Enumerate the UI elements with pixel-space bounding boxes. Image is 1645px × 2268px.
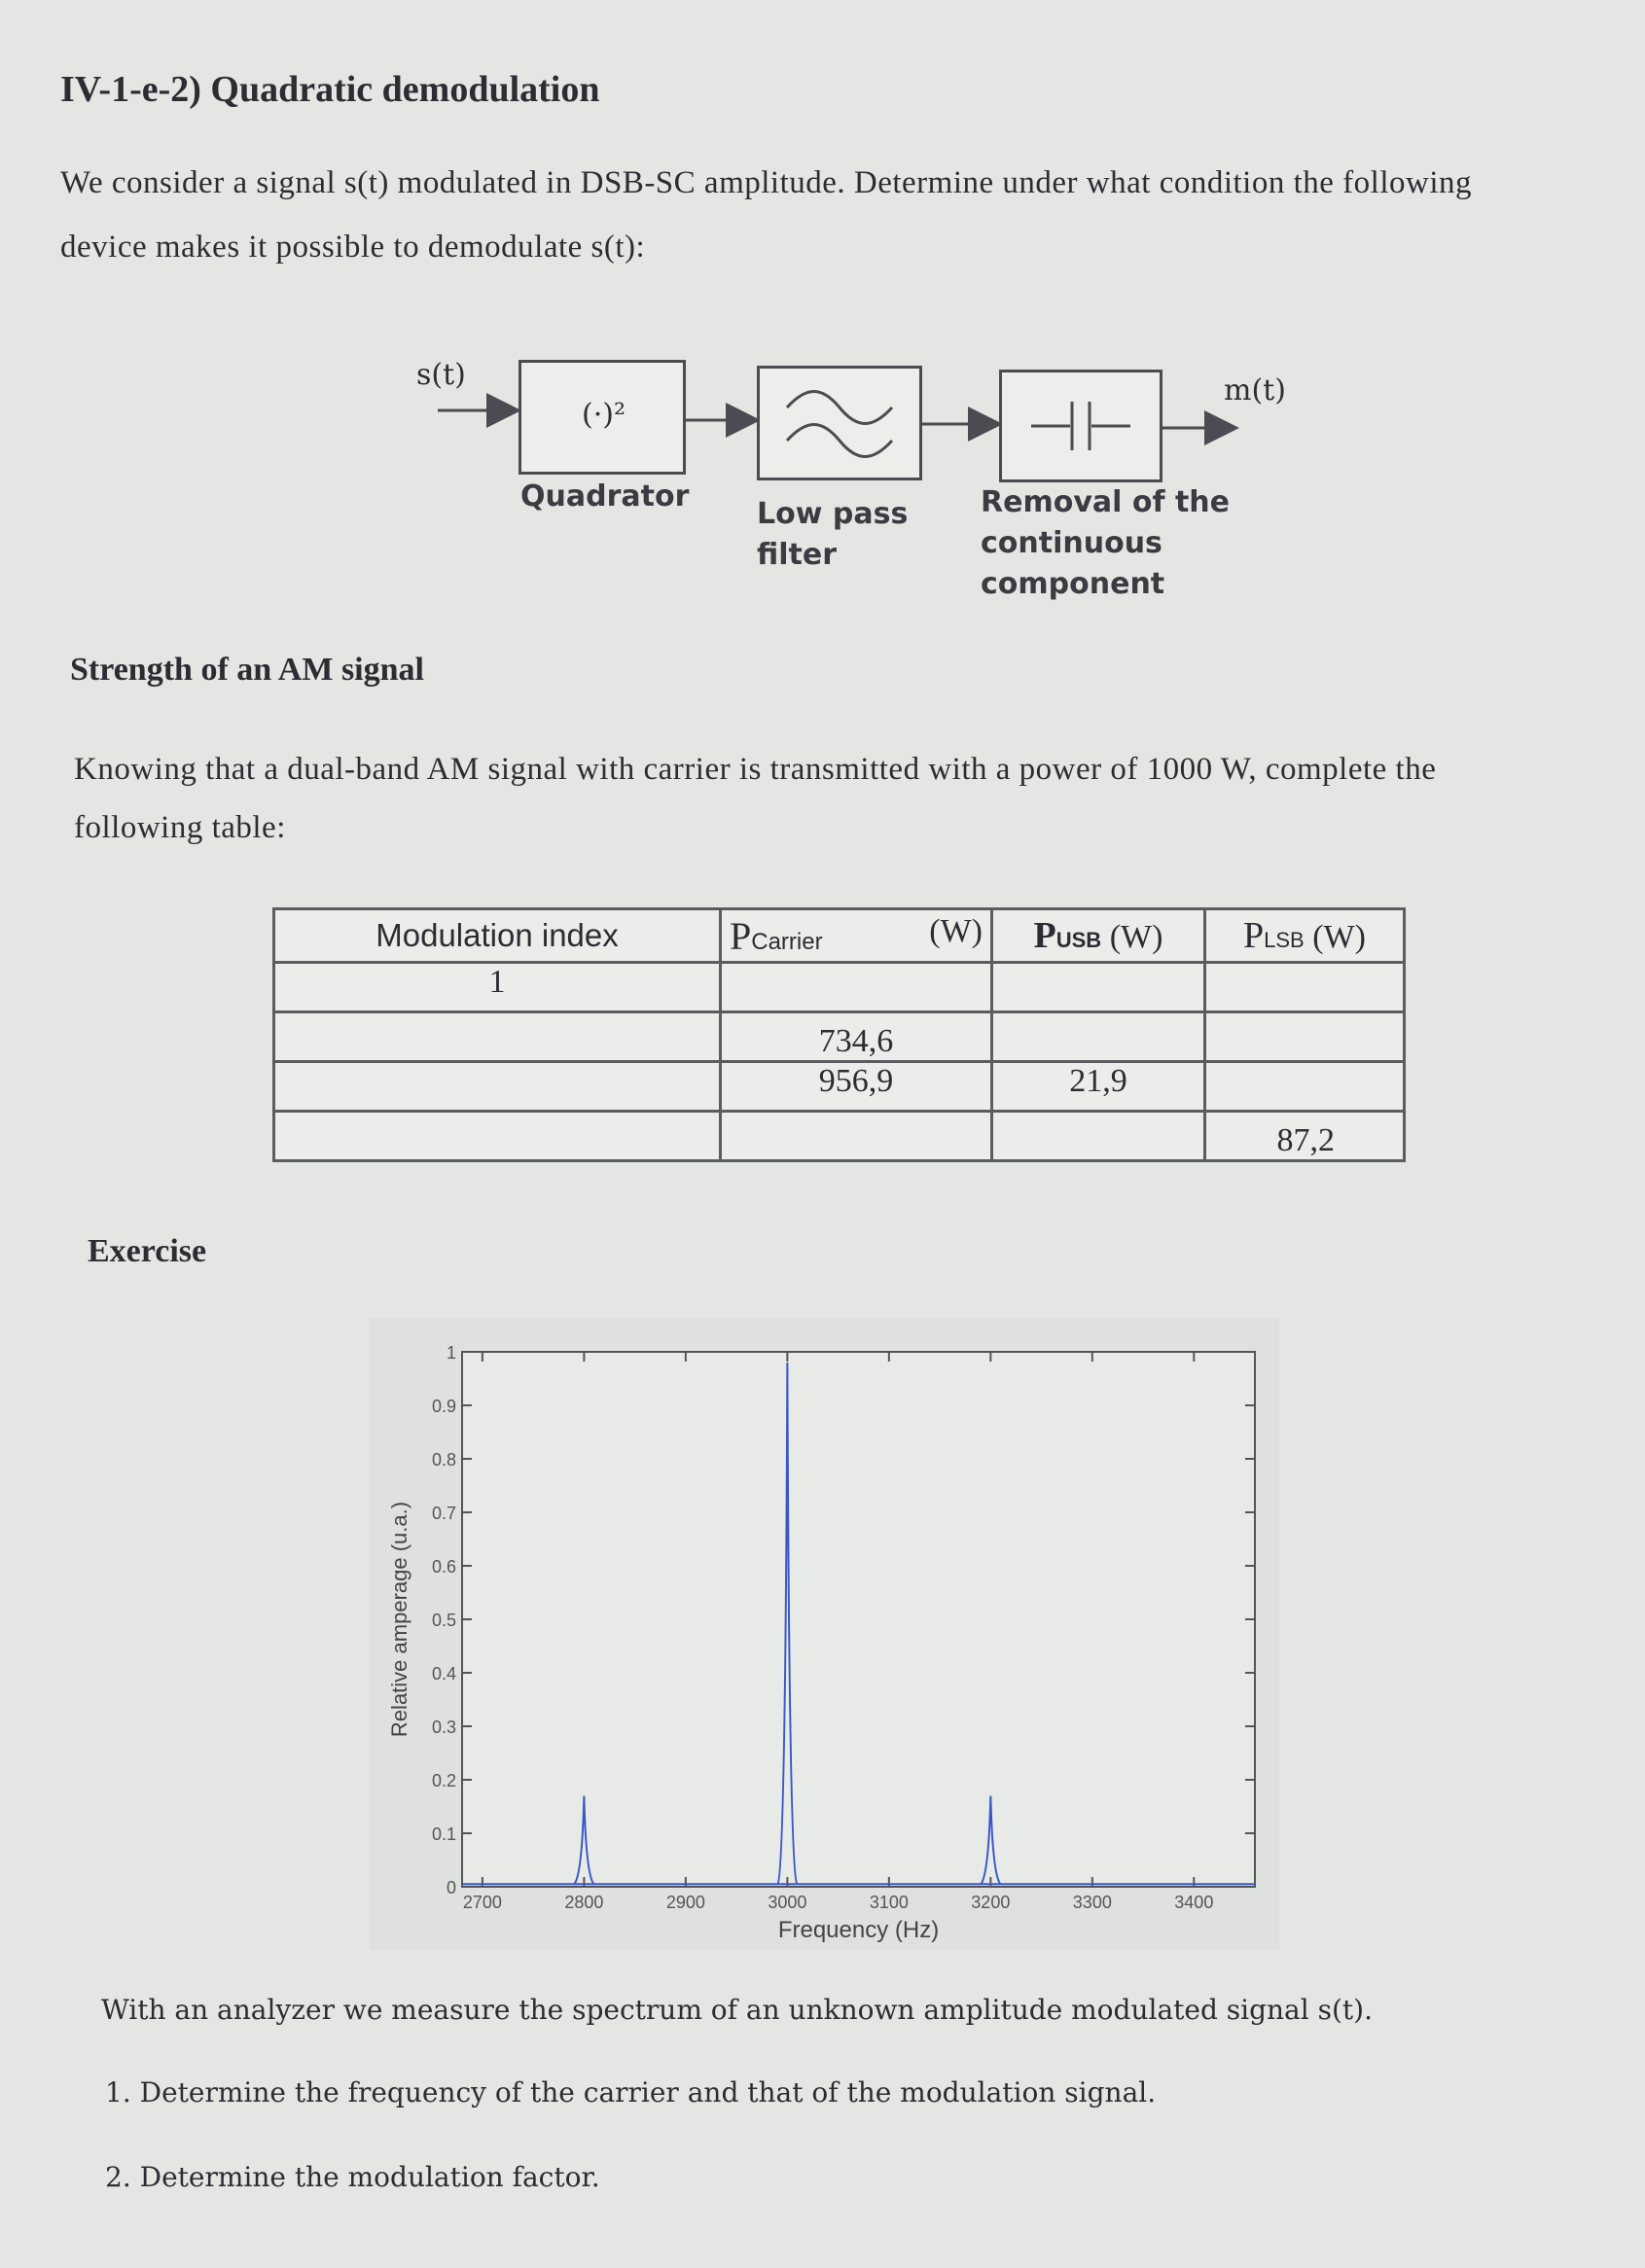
table-cell: 956,9 — [721, 1062, 992, 1112]
table-cell — [274, 1062, 721, 1112]
table-row — [274, 1012, 1405, 1062]
table-cell: 1 — [274, 963, 721, 1012]
header-modulation-index-text: Modulation index — [375, 917, 619, 953]
table-cell — [1205, 963, 1405, 1012]
header-p-lsb — [1205, 909, 1405, 963]
paragraph-line-1: We consider a signal s(t) modulated in DSB-SC amplitude. Determine under what condition the following — [60, 165, 1472, 200]
table-cell — [1205, 1012, 1405, 1062]
header-p-carrier — [721, 909, 992, 963]
dc-removal-label-line3: component — [981, 567, 1165, 601]
exercise-intro: With an analyzer we measure the spectrum of an unknown amplitude modulated signal s(t). — [101, 1994, 1373, 2026]
table-cell — [721, 963, 992, 1012]
block-diagram — [0, 0, 1645, 622]
question-2: 2. Determine the modulation factor. — [105, 2161, 600, 2193]
square-symbol: (·)² — [582, 398, 626, 432]
dc-removal-block — [999, 370, 1162, 482]
low-pass-label-line1: Low pass — [757, 497, 909, 531]
dc-removal-label-line1: Removal of the — [981, 485, 1230, 519]
dc-removal-label — [981, 482, 1230, 605]
table-cell — [992, 1012, 1205, 1062]
table-cell — [992, 963, 1205, 1012]
header-p-carrier-unit: (W) — [929, 912, 983, 949]
paragraph-am-line-2: following table: — [74, 810, 286, 845]
low-pass-filter-block — [757, 366, 922, 480]
y-tick-label: 0.9 — [431, 1397, 456, 1416]
header-p-usb-sub: USB — [1055, 928, 1102, 952]
table-cell — [721, 1112, 992, 1161]
low-pass-label-line2: filter — [757, 538, 838, 572]
table-cell: 87,2 — [1205, 1112, 1405, 1161]
y-tick-label: 0.6 — [431, 1557, 456, 1577]
header-p-usb-main: P — [1033, 915, 1056, 956]
table-row — [274, 963, 1405, 1012]
y-tick-label: 0.5 — [431, 1611, 456, 1630]
header-p-carrier-sub: Carrier — [751, 928, 823, 955]
header-p-lsb-unit: (W) — [1312, 919, 1366, 955]
x-tick-label: 3300 — [1072, 1893, 1112, 1912]
exercise-title: Exercise — [88, 1233, 207, 1269]
x-tick-label: 3000 — [768, 1893, 807, 1912]
power-table — [272, 907, 1406, 1162]
x-tick-label: 2900 — [665, 1893, 705, 1912]
x-axis-label: Frequency (Hz) — [777, 1917, 940, 1943]
header-p-usb-unit: (W) — [1109, 919, 1163, 955]
capacitor-icon — [1002, 372, 1160, 479]
x-tick-label: 3200 — [971, 1893, 1011, 1912]
y-tick-label: 0.1 — [431, 1825, 456, 1844]
y-tick-label: 0.3 — [431, 1718, 456, 1737]
header-p-lsb-main: P — [1243, 915, 1265, 956]
spectrum-chart — [370, 1318, 1279, 1950]
y-tick-label: 0.2 — [431, 1771, 456, 1790]
section-title-am-strength: Strength of an AM signal — [70, 652, 424, 688]
table-row — [274, 1112, 1405, 1161]
table-row — [274, 1062, 1405, 1112]
spectrum-chart-svg — [370, 1318, 1279, 1950]
input-signal-label: s(t) — [416, 358, 466, 392]
table-cell — [274, 1112, 721, 1161]
x-tick-label: 2700 — [462, 1893, 502, 1912]
table-cell — [992, 1112, 1205, 1161]
x-tick-label: 3100 — [869, 1893, 909, 1912]
quadrator-label: Quadrator — [520, 479, 690, 514]
header-p-usb — [992, 909, 1205, 963]
table-header-row — [274, 909, 1405, 963]
y-axis-label: Relative amperage (u.a.) — [387, 1501, 411, 1738]
table-cell: 21,9 — [992, 1062, 1205, 1112]
y-tick-label: 1 — [446, 1343, 456, 1363]
y-tick-label: 0 — [446, 1878, 456, 1897]
table-cell: 734,6 — [721, 1012, 992, 1062]
paragraph-am-line-1: Knowing that a dual-band AM signal with carrier is transmitted with a power of 1000 W, complete the — [74, 752, 1437, 787]
table-cell — [1205, 1062, 1405, 1112]
dc-removal-label-line2: continuous — [981, 526, 1162, 560]
question-1: 1. Determine the frequency of the carrier and that of the modulation signal. — [105, 2076, 1157, 2109]
header-p-carrier-main: P — [730, 913, 752, 958]
paragraph-line-2: device makes it possible to demodulate s(t): — [60, 230, 646, 265]
y-tick-label: 0.7 — [431, 1504, 456, 1523]
y-tick-label: 0.8 — [431, 1450, 456, 1470]
section-title-quadratic-demodulation: IV-1-e-2) Quadratic demodulation — [60, 69, 600, 110]
low-pass-filter-label — [757, 494, 908, 576]
plot-area — [462, 1352, 1255, 1887]
header-p-lsb-sub: LSB — [1264, 928, 1305, 952]
x-tick-label: 3400 — [1174, 1893, 1214, 1912]
y-tick-label: 0.4 — [431, 1664, 456, 1683]
quadrator-block — [519, 360, 686, 475]
low-pass-filter-icon — [760, 369, 919, 478]
table-cell — [274, 1012, 721, 1062]
header-modulation-index — [274, 909, 721, 963]
x-tick-label: 2800 — [564, 1893, 604, 1912]
output-signal-label: m(t) — [1224, 373, 1286, 408]
